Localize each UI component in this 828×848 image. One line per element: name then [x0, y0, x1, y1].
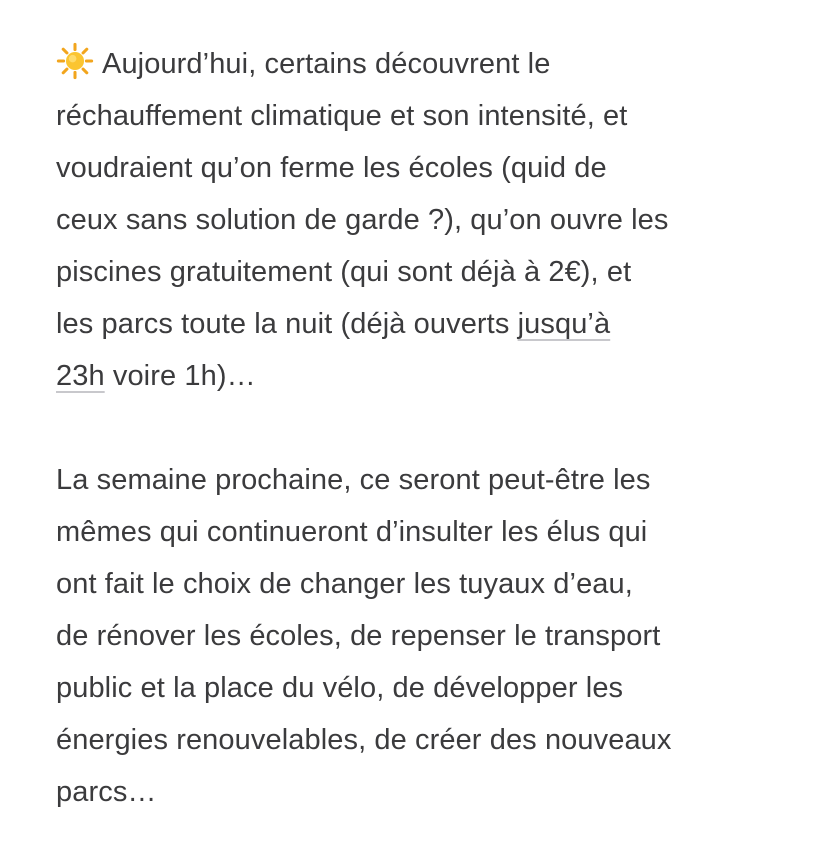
paragraph-1 — [56, 38, 796, 402]
paragraph-2-line-2: mêmes qui continueront d’insulter les élus qui — [56, 516, 648, 548]
paragraph-2 — [56, 454, 796, 818]
paragraph-2-line-1: La semaine prochaine, ce seront peut-être les — [56, 464, 651, 496]
paragraph-1-line-3: voudraient qu’on ferme les écoles (quid de — [56, 152, 607, 184]
paragraph-1-line-1: Aujourd’hui, certains découvrent le — [102, 48, 551, 80]
text-line — [56, 298, 796, 350]
paragraph-1-line-5: piscines gratuitement (qui sont déjà à 2€), et — [56, 256, 632, 288]
paragraph-2-line-5: public et la place du vélo, de développer les — [56, 672, 624, 704]
paragraph-2-line-4: de rénover les écoles, de repenser le transport — [56, 620, 661, 652]
paragraph-1-line-4: ceux sans solution de garde ?), qu’on ouvre les — [56, 204, 669, 236]
date-link[interactable]: jusqu’à — [517, 308, 611, 340]
sun-icon — [56, 42, 94, 80]
paragraph-2-line-7: parcs… — [56, 776, 157, 808]
text-line — [56, 38, 796, 90]
time-link[interactable]: 23h — [56, 360, 105, 392]
text-line — [56, 350, 796, 402]
paragraph-1-line-6: les parcs toute la nuit (déjà ouverts — [56, 308, 518, 340]
paragraph-1-line-2: réchauffement climatique et son intensité, et — [56, 100, 628, 132]
paragraph-2-line-6: énergies renouvelables, de créer des nouveaux — [56, 724, 672, 756]
paragraph-1-line-7: voire 1h)… — [104, 360, 256, 392]
paragraph-2-line-3: ont fait le choix de changer les tuyaux d’eau, — [56, 568, 633, 600]
note-body — [56, 38, 796, 848]
